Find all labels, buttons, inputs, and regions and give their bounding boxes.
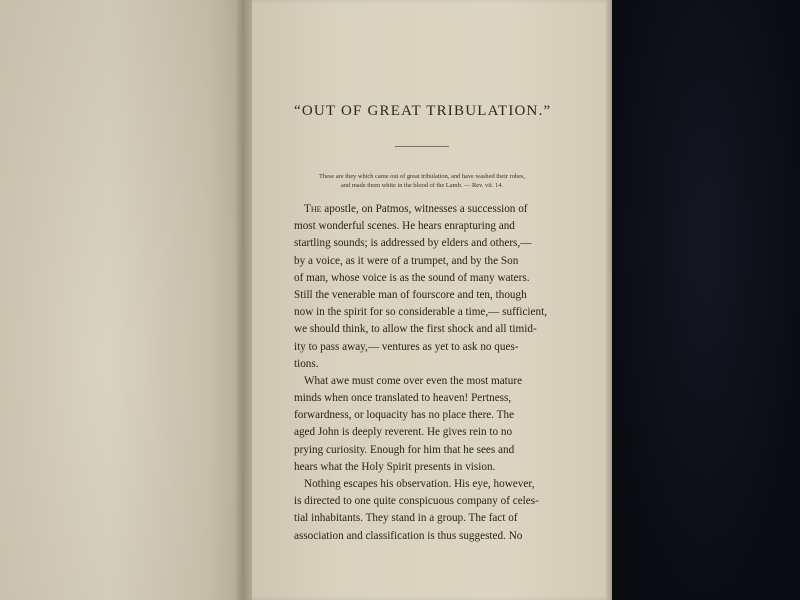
text-line: startling sounds; is addressed by elders and others,— xyxy=(294,237,532,250)
epigraph xyxy=(290,172,554,190)
text-line: tions. xyxy=(294,357,319,370)
text-line: of man, whose voice is as the sound of many waters. xyxy=(294,271,530,284)
text-line: association and classification is thus suggested. No xyxy=(294,529,523,542)
text-line: by a voice, as it were of a trumpet, and by the Son xyxy=(294,254,519,267)
dark-background xyxy=(612,0,800,600)
text-line: Still the venerable man of fourscore and ten, though xyxy=(294,288,527,301)
text-line: Nothing escapes his observation. His eye, however, xyxy=(304,478,535,490)
drop-word: The xyxy=(304,203,322,215)
chapter-title: “OUT OF GREAT TRIBULATION.” xyxy=(294,103,552,119)
text-line: ity to pass away,— ventures as yet to ask no ques- xyxy=(294,340,519,353)
text-line: now in the spirit for so considerable a time,— sufficient, xyxy=(294,306,548,319)
epigraph-line: These are they which came out of great tribulation, and have washed their robes, xyxy=(318,173,526,180)
text-line: What awe must come over even the most mature xyxy=(304,374,523,387)
epigraph-line: and made them white in the blood of the Lamb. — Rev. vii. 14. xyxy=(341,182,503,189)
body-text xyxy=(294,201,550,545)
text-line: tial inhabitants. They stand in a group. The fact of xyxy=(294,512,518,525)
book-gutter xyxy=(236,0,252,600)
text-line: is directed to one quite conspicuous company of celes- xyxy=(294,495,539,508)
text-line: prying curiosity. Enough for him that he sees and xyxy=(294,443,515,456)
text-line: minds when once translated to heaven! Pertness, xyxy=(294,392,512,405)
left-blank-page xyxy=(0,0,246,600)
text-line: we should think, to allow the first shock and all timid- xyxy=(294,323,537,336)
text-line: hears what the Holy Spirit presents in vision. xyxy=(294,460,496,473)
title-rule xyxy=(395,146,449,147)
text-line: The apostle, on Patmos, witnesses a succession of xyxy=(304,203,528,215)
text-line: most wonderful scenes. He hears enrapturing and xyxy=(294,220,515,233)
text-line: forwardness, or loquacity has no place there. The xyxy=(294,409,515,422)
text-line: aged John is deeply reverent. He gives rein to no xyxy=(294,426,513,439)
